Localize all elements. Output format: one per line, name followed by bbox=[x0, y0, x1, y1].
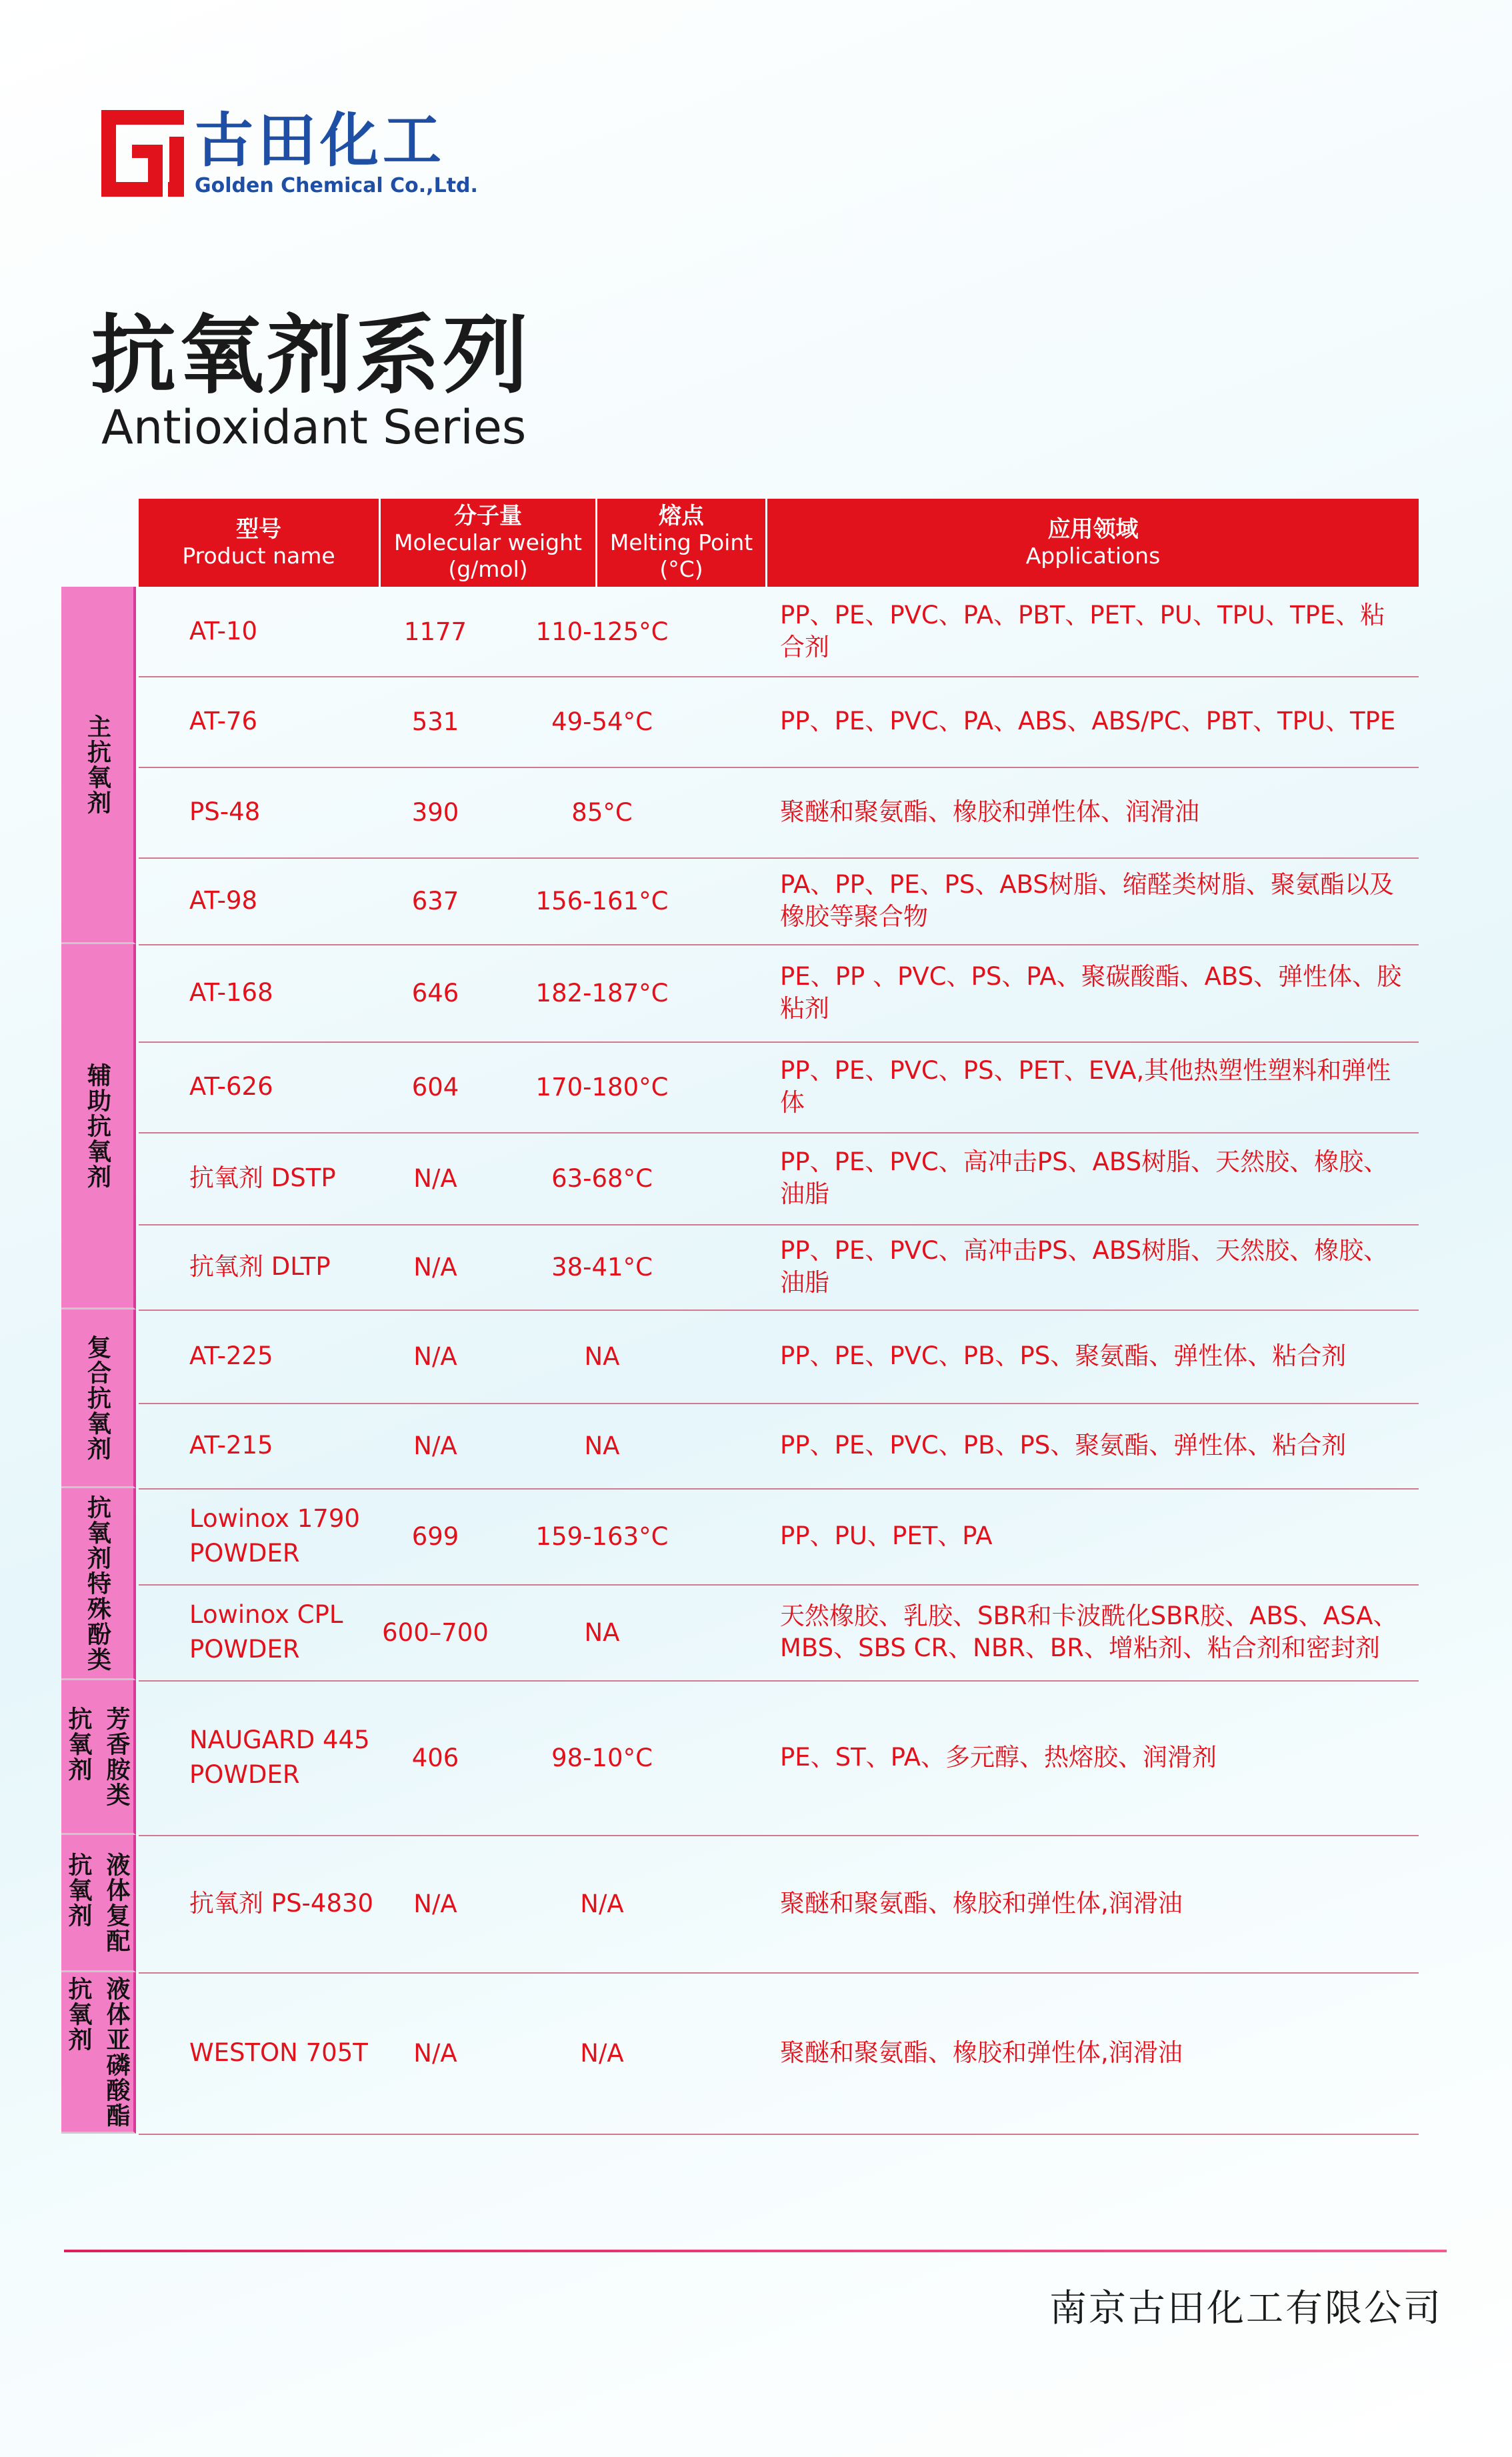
page-title: 抗氧剂系列 bbox=[91, 306, 531, 405]
molecular-weight-cell: 600–700 bbox=[382, 1618, 489, 1647]
melting-point-cell: NA bbox=[584, 1342, 620, 1371]
product-name-cell: 抗氧剂 DSTP bbox=[189, 1163, 336, 1192]
product-name-cell: Lowinox CPL POWDER bbox=[189, 1600, 343, 1664]
table-row bbox=[139, 767, 1419, 859]
applications-cell: PP、PU、PET、PA bbox=[780, 1522, 993, 1550]
page-subtitle: Antioxidant Series bbox=[101, 400, 527, 455]
melting-point-cell: 170-180°C bbox=[535, 1072, 669, 1101]
molecular-weight-cell: 406 bbox=[411, 1743, 459, 1772]
product-name-cell: AT-225 bbox=[189, 1342, 273, 1370]
table-row bbox=[139, 1041, 1419, 1133]
applications-cell: 聚醚和聚氨酯、橡胶和弹性体、润滑油 bbox=[780, 797, 1199, 826]
row-group bbox=[61, 1835, 1419, 1972]
row-group bbox=[61, 1680, 1419, 1835]
table-row bbox=[139, 587, 1419, 677]
molecular-weight-cell: 1177 bbox=[403, 617, 467, 646]
footer-divider bbox=[64, 2250, 1447, 2252]
molecular-weight-cell: N/A bbox=[413, 1252, 457, 1282]
melting-point-cell: 63-68°C bbox=[551, 1163, 653, 1193]
applications-cell: PP、PE、PVC、高冲击PS、ABS树脂、天然胶、橡胶、油脂 bbox=[780, 1236, 1389, 1297]
group-label-text: 液体复配 bbox=[103, 1852, 130, 1954]
group-label-text: 辅助抗氧剂 bbox=[83, 1062, 111, 1189]
applications-cell: PA、PP、PE、PS、ABS树脂、缩醛类树脂、聚氨酯以及橡胶等聚合物 bbox=[780, 870, 1394, 931]
product-name-cell: AT-98 bbox=[189, 886, 258, 915]
melting-point-cell: NA bbox=[584, 1618, 620, 1647]
melting-point-cell: N/A bbox=[580, 2038, 624, 2068]
brand-name-en: Golden Chemical Co.,Ltd. bbox=[195, 174, 478, 197]
product-name-cell: PS-48 bbox=[189, 797, 261, 826]
group-label bbox=[61, 1680, 136, 1835]
table-row bbox=[139, 1835, 1419, 1974]
footer-company: 南京古田化工有限公司 bbox=[1049, 2287, 1443, 2330]
molecular-weight-cell: 646 bbox=[411, 978, 459, 1007]
table-row bbox=[139, 1403, 1419, 1490]
row-group bbox=[61, 1488, 1419, 1680]
molecular-weight-cell: N/A bbox=[413, 1431, 457, 1460]
product-name-cell: AT-215 bbox=[189, 1431, 273, 1460]
table-row bbox=[139, 1584, 1419, 1682]
melting-point-cell: NA bbox=[584, 1431, 620, 1460]
product-name-cell: NAUGARD 445 POWDER bbox=[189, 1726, 370, 1789]
molecular-weight-cell: N/A bbox=[413, 1163, 457, 1193]
applications-cell: PE、PP 、PVC、PS、PA、聚碳酸酯、ABS、弹性体、胶粘剂 bbox=[780, 962, 1402, 1023]
group-label-text: 液体亚磷酸酯 bbox=[103, 1976, 130, 2128]
applications-cell: 聚醚和聚氨酯、橡胶和弹性体,润滑油 bbox=[780, 1889, 1183, 1918]
product-name-cell: AT-168 bbox=[189, 978, 273, 1007]
applications-cell: PP、PE、PVC、PA、PBT、PET、PU、TPU、TPE、粘合剂 bbox=[780, 601, 1385, 661]
melting-point-cell: 156-161°C bbox=[535, 886, 669, 915]
applications-cell: PP、PE、PVC、高冲击PS、ABS树脂、天然胶、橡胶、油脂 bbox=[780, 1147, 1389, 1208]
molecular-weight-cell: 699 bbox=[411, 1522, 459, 1551]
applications-cell: PP、PE、PVC、PS、PET、EVA,其他热塑性塑料和弹性体 bbox=[780, 1056, 1391, 1117]
product-name-cell: WESTON 705T bbox=[189, 2038, 368, 2067]
group-label-text: 主抗氧剂 bbox=[83, 713, 111, 815]
molecular-weight-cell: 531 bbox=[411, 707, 459, 736]
group-label-text: 芳香胺类 bbox=[103, 1706, 130, 1808]
table-row bbox=[139, 857, 1419, 945]
molecular-weight-cell: N/A bbox=[413, 1342, 457, 1371]
group-label bbox=[61, 1972, 136, 2134]
molecular-weight-cell: 604 bbox=[411, 1072, 459, 1101]
group-label bbox=[61, 587, 136, 944]
table-row bbox=[139, 676, 1419, 768]
group-label-text: 抗氧剂 bbox=[65, 1706, 92, 1782]
group-label bbox=[61, 1835, 136, 1972]
product-name-cell: 抗氧剂 DLTP bbox=[189, 1252, 331, 1281]
product-name-cell: AT-626 bbox=[189, 1072, 273, 1101]
molecular-weight-cell: 637 bbox=[411, 886, 459, 915]
melting-point-cell: 38-41°C bbox=[551, 1252, 653, 1282]
group-label bbox=[61, 1488, 136, 1680]
product-name-cell: Lowinox 1790 POWDER bbox=[189, 1504, 360, 1568]
melting-point-cell: 110-125°C bbox=[535, 617, 669, 646]
header-applications: 应用领域 Applications bbox=[1025, 516, 1161, 569]
molecular-weight-cell: N/A bbox=[413, 2038, 457, 2068]
header-melting-point: 熔点 Melting Point (°C) bbox=[597, 499, 767, 587]
product-name-cell: 抗氧剂 PS-4830 bbox=[189, 1889, 374, 1918]
header-molecular-weight: 分子量 Molecular weight (g/mol) bbox=[381, 499, 597, 587]
group-label bbox=[61, 1310, 136, 1488]
molecular-weight-cell: N/A bbox=[413, 1889, 457, 1918]
row-group bbox=[61, 944, 1419, 1310]
applications-cell: PE、ST、PA、多元醇、热熔胶、润滑剂 bbox=[780, 1743, 1217, 1772]
row-group bbox=[61, 587, 1419, 944]
table-header bbox=[139, 499, 1419, 587]
logo bbox=[101, 106, 478, 197]
group-label-text: 复合抗氧剂 bbox=[83, 1334, 111, 1462]
product-name-cell: AT-10 bbox=[189, 617, 258, 645]
applications-cell: 聚醚和聚氨酯、橡胶和弹性体,润滑油 bbox=[780, 2038, 1183, 2067]
brand-name-cn: 古田化工 bbox=[195, 106, 446, 175]
applications-cell: PP、PE、PVC、PB、PS、聚氨酯、弹性体、粘合剂 bbox=[780, 1342, 1347, 1370]
row-group bbox=[61, 1310, 1419, 1488]
table-row bbox=[139, 1488, 1419, 1586]
melting-point-cell: 85°C bbox=[571, 797, 633, 827]
logo-mark-icon bbox=[101, 110, 184, 197]
header-product-name: 型号 Product name bbox=[139, 499, 381, 587]
melting-point-cell: 98-10°C bbox=[551, 1743, 653, 1772]
melting-point-cell: 182-187°C bbox=[535, 978, 669, 1007]
melting-point-cell: 49-54°C bbox=[551, 707, 653, 736]
table-row bbox=[139, 944, 1419, 1043]
product-name-cell: AT-76 bbox=[189, 707, 258, 735]
table-row bbox=[139, 1680, 1419, 1836]
group-label-text: 抗氧剂 bbox=[65, 1976, 92, 2052]
molecular-weight-cell: 390 bbox=[411, 797, 459, 827]
table-row bbox=[139, 1224, 1419, 1311]
group-label-text: 抗氧剂 bbox=[65, 1852, 92, 1928]
applications-cell: 天然橡胶、乳胶、SBR和卡波酰化SBR胶、ABS、ASA、MBS、SBS CR、NBR、BR、增粘剂、粘合剂和密封剂 bbox=[780, 1602, 1398, 1662]
applications-cell: PP、PE、PVC、PA、ABS、ABS/PC、PBT、TPU、TPE bbox=[780, 707, 1396, 735]
melting-point-cell: 159-163°C bbox=[535, 1522, 669, 1551]
table-row bbox=[139, 1132, 1419, 1225]
melting-point-cell: N/A bbox=[580, 1889, 624, 1918]
table-row bbox=[139, 1972, 1419, 2135]
row-group bbox=[61, 1972, 1419, 2134]
table-row bbox=[139, 1310, 1419, 1404]
applications-cell: PP、PE、PVC、PB、PS、聚氨酯、弹性体、粘合剂 bbox=[780, 1431, 1347, 1460]
group-label bbox=[61, 944, 136, 1310]
group-label-text: 抗氧剂特殊酚类 bbox=[83, 1494, 111, 1672]
